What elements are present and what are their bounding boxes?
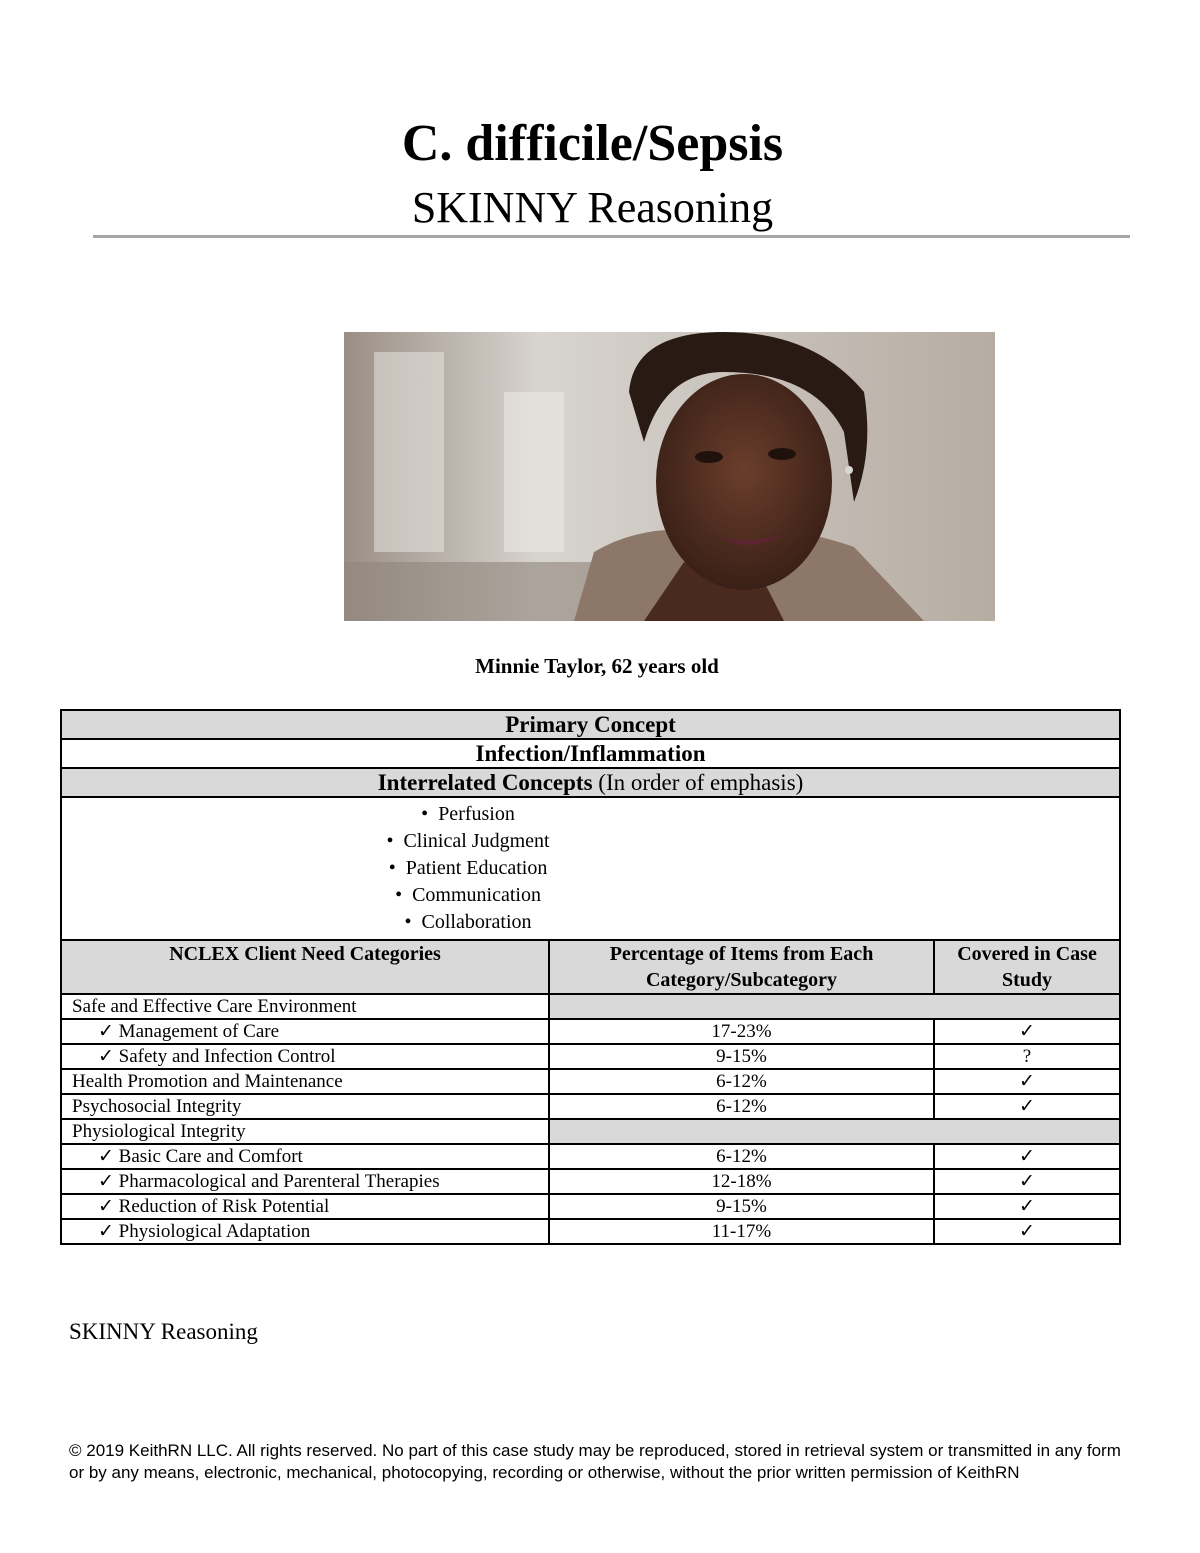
table-row-covered: ✓ (934, 1069, 1120, 1094)
table-row-percent: 6-12% (549, 1069, 934, 1094)
table-row-category: ✓ Safety and Infection Control (61, 1044, 549, 1069)
list-item: • Patient Education (72, 855, 1109, 882)
column-header-percentage: Percentage of Items from Each Category/Subcategory (549, 940, 934, 994)
table-row-category: Psychosocial Integrity (61, 1094, 549, 1119)
column-header-categories: NCLEX Client Need Categories (61, 940, 549, 994)
interrelated-concepts-list (72, 801, 1109, 936)
table-row-covered: ✓ (934, 1219, 1120, 1244)
table-row-category: ✓ Reduction of Risk Potential (61, 1194, 549, 1219)
section-heading: SKINNY Reasoning (69, 1319, 258, 1344)
concept-table (60, 709, 1121, 1245)
interrelated-concepts-header (61, 768, 1120, 797)
column-header-covered: Covered in Case Study (934, 940, 1120, 994)
table-row-percent: 9-15% (549, 1194, 934, 1219)
interrelated-label: Interrelated Concepts (377, 769, 593, 795)
table-row-category: ✓ Basic Care and Comfort (61, 1144, 549, 1169)
table-row-percent: 12-18% (549, 1169, 934, 1194)
patient-photo (344, 332, 995, 621)
table-row-covered: ✓ (934, 1194, 1120, 1219)
table-row-category: Safe and Effective Care Environment (61, 994, 549, 1019)
table-row-category: ✓ Physiological Adaptation (61, 1219, 549, 1244)
table-row-covered: ✓ (934, 1144, 1120, 1169)
document-subtitle: SKINNY Reasoning (411, 183, 774, 232)
list-item: • Communication (72, 882, 1109, 909)
interrelated-note: (In order of emphasis) (592, 769, 804, 795)
primary-concept-value: Infection/Inflammation (61, 739, 1120, 768)
table-row-shaded (549, 1119, 1120, 1144)
table-row-percent: 6-12% (549, 1094, 934, 1119)
table-row-covered: ✓ (934, 1094, 1120, 1119)
table-row-shaded (549, 994, 1120, 1019)
list-item: • Perfusion (72, 801, 1109, 828)
interrelated-concepts-list-cell (61, 797, 1120, 940)
table-row-percent: 9-15% (549, 1044, 934, 1069)
table-row-percent: 11-17% (549, 1219, 934, 1244)
list-item: • Collaboration (72, 909, 1109, 936)
title-divider (93, 235, 1130, 238)
copyright-footer: © 2019 KeithRN LLC. All rights reserved. No part of this case study may be reproduced, stored in retrieval system or transmitted in any form or by any means, electronic, mechanical, photocopying, recording or otherwise, without the prior written permission of KeithRN (69, 1441, 1121, 1482)
table-row-category: ✓ Pharmacological and Parenteral Therapies (61, 1169, 549, 1194)
table-row-covered: ? (934, 1044, 1120, 1069)
table-row-covered: ✓ (934, 1019, 1120, 1044)
document-title: C. difficile/Sepsis (401, 115, 784, 172)
patient-caption: Minnie Taylor, 62 years old (475, 654, 719, 678)
table-row-percent: 17-23% (549, 1019, 934, 1044)
table-row-category: Health Promotion and Maintenance (61, 1069, 549, 1094)
table-row-covered: ✓ (934, 1169, 1120, 1194)
table-row-percent: 6-12% (549, 1144, 934, 1169)
table-row-category: Physiological Integrity (61, 1119, 549, 1144)
primary-concept-header: Primary Concept (61, 710, 1120, 739)
list-item: • Clinical Judgment (72, 828, 1109, 855)
table-row-category: ✓ Management of Care (61, 1019, 549, 1044)
